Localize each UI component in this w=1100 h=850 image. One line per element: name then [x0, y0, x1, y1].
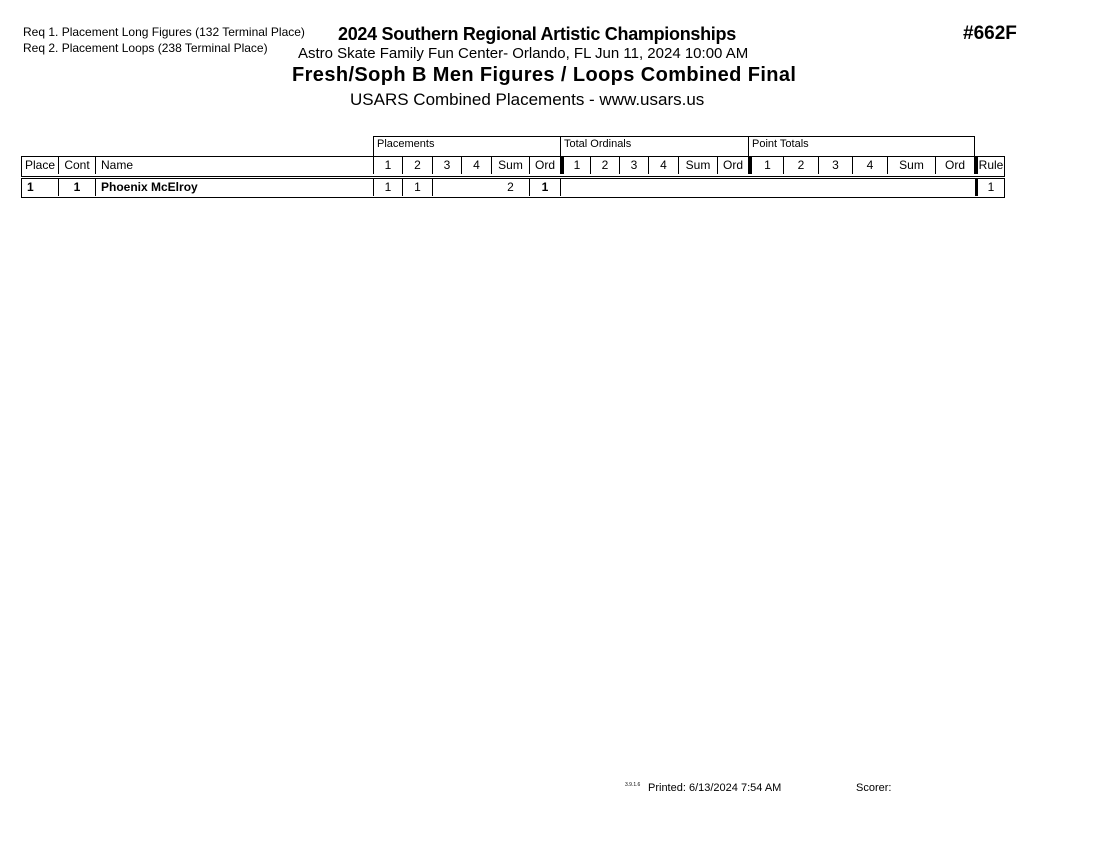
group-point-totals: Point Totals	[748, 136, 975, 156]
col-psum: Sum	[492, 157, 530, 174]
group-placements: Placements	[373, 136, 561, 156]
event-name: Fresh/Soph B Men Figures / Loops Combined Final	[292, 64, 797, 86]
cell-psum: 2	[492, 179, 530, 196]
col-rule: Rule	[975, 157, 1004, 174]
col-o2: 2	[591, 157, 620, 174]
printed-timestamp: Printed: 6/13/2024 7:54 AM	[648, 782, 782, 794]
venue-line: Astro Skate Family Fun Center- Orlando, FL Jun 11, 2024 10:00 AM	[298, 45, 749, 62]
col-t3: 3	[819, 157, 853, 174]
col-p4: 4	[462, 157, 492, 174]
col-t1: 1	[749, 157, 784, 174]
col-name: Name	[96, 157, 374, 174]
version-label: 3.9.1.6	[625, 782, 641, 788]
col-o4: 4	[649, 157, 679, 174]
subtitle: USARS Combined Placements - www.usars.us	[350, 90, 705, 109]
col-p1: 1	[374, 157, 403, 174]
event-title: 2024 Southern Regional Artistic Championships	[338, 24, 736, 44]
table-header-row	[21, 156, 1005, 177]
group-total-ordinals: Total Ordinals	[560, 136, 749, 156]
col-p2: 2	[403, 157, 433, 174]
requirement-1: Req 1. Placement Long Figures (132 Terminal Place)	[23, 25, 305, 39]
cell-p2: 1	[403, 179, 433, 196]
col-o1: 1	[561, 157, 591, 174]
col-t4: 4	[853, 157, 888, 174]
cell-p1: 1	[374, 179, 403, 196]
col-oord: Ord	[718, 157, 749, 174]
col-osum: Sum	[679, 157, 718, 174]
scorer-label: Scorer:	[856, 782, 892, 794]
cell-pord: 1	[530, 179, 561, 196]
requirement-2: Req 2. Placement Loops (238 Terminal Place)	[23, 41, 268, 55]
col-place: Place	[22, 157, 59, 174]
col-pord: Ord	[530, 157, 561, 174]
col-tord: Ord	[936, 157, 975, 174]
col-cont: Cont	[59, 157, 96, 174]
cell-name: Phoenix McElroy	[96, 179, 374, 196]
cell-rule: 1	[975, 179, 1004, 196]
table-row	[21, 178, 1005, 198]
col-tsum: Sum	[888, 157, 936, 174]
col-p3: 3	[433, 157, 462, 174]
cell-cont: 1	[59, 179, 96, 196]
col-t2: 2	[784, 157, 819, 174]
col-o3: 3	[620, 157, 649, 174]
cell-place: 1	[22, 179, 59, 196]
event-code: #662F	[963, 23, 1017, 44]
